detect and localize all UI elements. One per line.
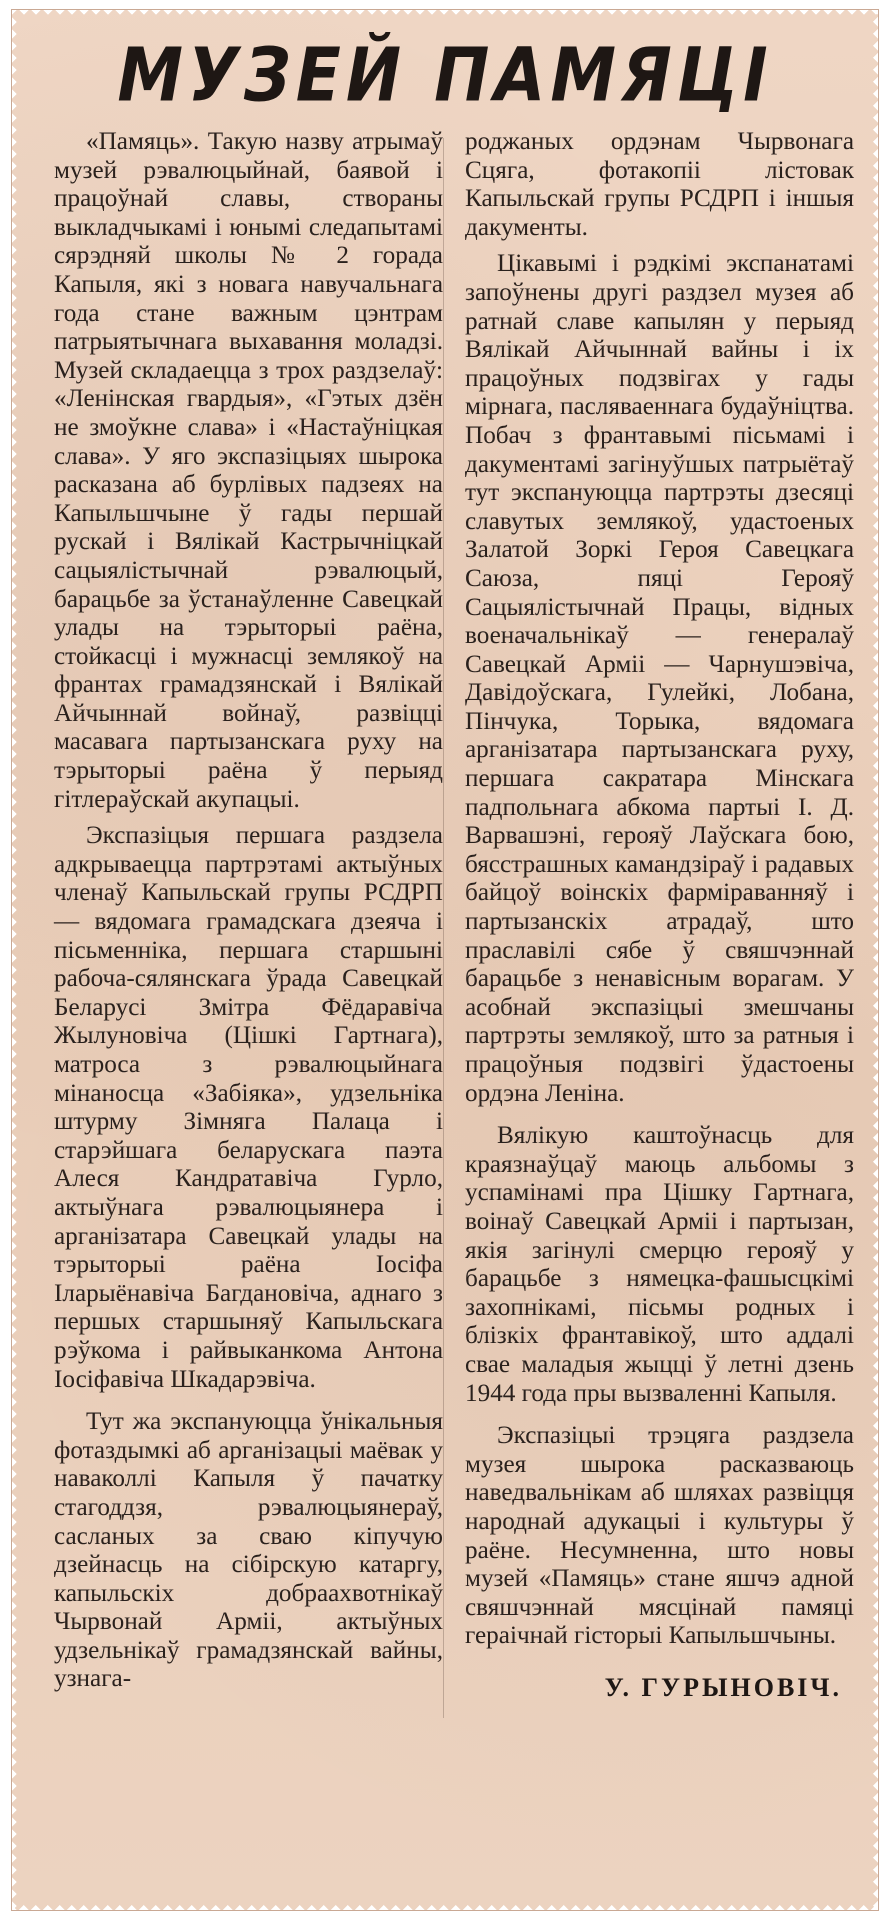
right-column (465, 128, 854, 1888)
paragraph-first-section: Экспазіцыя першага раздзела адкрываецца партрэтамі актыўных членаў Капыльскай групы РСДРП — вядомага грамадскага дзеяча і пісьменніка, першага старшыні рабоча-сялянскага ўрада Савецкай Беларусі Змітра Фёдаравіча Жылуновіча (Цішкі Гартнага), матроса з рэвалюцыйнага мінаносца «Забіяка», удзельніка штурму Зімняга Палаца і старэйшага беларускага паэта Алеся Кандратавіча Гурло, актыўнага рэвалюцыянера і арганізатара Савецкай улады на тэрыторыі раёна Іосіфа Іларыёнавіча Багдановіча, аднаго з першых старшыняў Капыльскага рэўкома і райвыканкома Антона Іосіфавіча Шкадарэвіча. (54, 822, 443, 1393)
cut-edge-right (870, 10, 878, 1910)
cut-edge-bottom (12, 1902, 878, 1910)
cut-edge-top (12, 10, 878, 18)
paragraph-continuation: роджаных ордэнам Чырвонага Сцяга, фотакопіі лістовак Капыльскай групы РСДРП і іншыя дакументы. (465, 128, 854, 241)
article-body (54, 128, 854, 1888)
paragraph-third-section: Экспазіцыі трэцяга раздзела музея шырока расказваюць наведвальнікам аб шляхах развіцця народнай адукацыі і культуры ў раёне. Несумненна, што новы музей «Памяць» стане яшчэ адной свяшчэннай мясцінай памяці гераічнай гісторыі Капыльшчыны. (465, 1422, 854, 1650)
author-signature: У. ГУРЫНОВІЧ. (604, 1672, 842, 1702)
newspaper-clipping (12, 10, 878, 1910)
cut-edge-left (12, 10, 20, 1910)
paragraph-photos: Тут жа экспануюцца ўнікальныя фотаздымкі аб арганізацыі маёвак у наваколлі Капыля ў пачатку стагоддзя, рэвалюцыянераў, сасланых за сваю кіпучую дзейнасць на сібірскую катаргу, капыльскіх добраахвотнікаў Чырвонай Арміі, актыўных удзельнікаў грамадзянскай вайны, узнага- (54, 1408, 443, 1693)
article-headline: МУЗЕЙ ПАМЯЦІ (117, 32, 773, 119)
column-divider (443, 138, 444, 1718)
paragraph-albums: Вялікую каштоўнасць для краязнаўцаў маюць альбомы з успамінамі пра Цішку Гартнага, воінаў Савецкай Арміі і партызан, якія загінулі смерцю герояў у барацьбе з нямецка-фашысцкімі захопнікамі, пісьмы родных і блізкіх франтавікоў, што аддалі свае маладыя жыцці ў летні дзень 1944 года пры вызваленні Капыля. (465, 1122, 854, 1407)
left-column (54, 128, 443, 1888)
paragraph-intro: «Памяць». Такую назву атрымаў музей рэвалюцыйнай, баявой і працоўнай славы, створаны выкладчыкамі і юнымі следапытамі сярэдняй школы № 2 горада Капыля, які з новага навучальнага года стане важным цэнтрам патрыятычнага выхавання моладзі. Музей складаецца з трох раздзелаў: «Ленінская гвардыя», «Гэтых дзён не змоўкне слава» і «Настаўніцкая слава». У яго экспазіцыях шырока расказана аб бурлівых падзеях на Капыльшчыне ў гады першай рускай і Вялікай Кастрычніцкай сацыялістычнай рэвалюцый, барацьбе за ўстанаўленне Савецкай улады на тэрыторыі раёна, стойкасці і мужнасці землякоў на франтах грамадзянскай і Вялікай Айчыннай войнаў, развіцці масавага партызанскага руху на тэрыторыі раёна ў перыяд гітлераўскай акупацыі. (54, 128, 443, 813)
paragraph-second-section: Цікавымі і рэдкімі экспанатамі запоўнены другі раздзел музея аб ратнай славе капылян у перыяд Вялікай Айчыннай вайны і іх працоўных подзвігах у гады мірнага, пасляваеннага будаўніцтва. Побач з франтавымі пісьмамі і дакументамі загінуўшых патрыётаў тут экспануюцца партрэты дзесяці славутых землякоў, удастоеных Залатой Зоркі Героя Савецкага Саюза, пяці Герояў Сацыялістычнай Працы, відных военачальнікаў — генералаў Савецкай Арміі — Чарнушэвіча, Давідоўскага, Гулейкі, Лобана, Пінчука, Торыка, вядомага арганізатара партызанскага руху, першага сакратара Мінскага падпольнага абкома партыі І. Д. Варвашэні, герояў Лаўскага бою, бясстрашных камандзіраў і радавых байцоў воінскіх фарміраванняў і партызанскіх атрадаў, што праславілі сябе ў свяшчэннай барацьбе з ненавісным ворагам. У асобнай экспазіцыі змешчаны партрэты землякоў, што за ратныя і працоўныя подзвігі ўдастоены ордэна Леніна. (465, 250, 854, 1107)
